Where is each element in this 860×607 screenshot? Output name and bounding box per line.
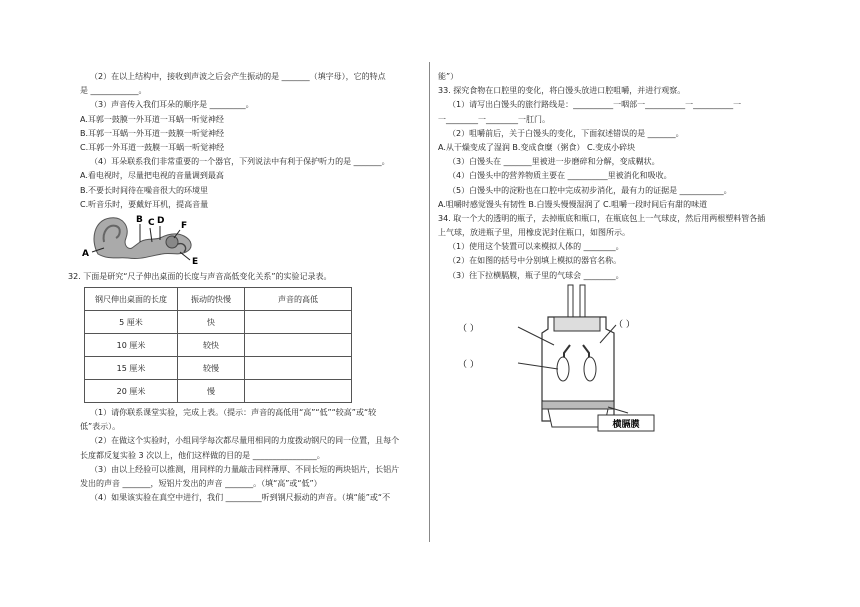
q32-1-line2: 低”表示）。 <box>80 422 121 432</box>
q31-4-option-a: A.看电视时，尽量把电视的音量调到最高 <box>80 171 224 181</box>
q33-5-question: （5）白馒头中的淀粉也在口腔中完成初步消化，最有力的证据是 ___________。 <box>448 185 732 195</box>
table-row <box>85 357 352 380</box>
diaphragm-label: 横膈膜 <box>612 419 640 430</box>
q32-3-line1: （3）由以上经验可以推测，用同样的力量敲击同样薄厚、不同长短的两块铝片，长铝片 <box>90 464 400 474</box>
q33-2-options: A.从干燥变成了湿润 B.变成食糜（粥食） C.变成小碎块 <box>438 142 636 152</box>
lung-model-illustration <box>438 283 778 483</box>
q32-2-line1: （2）在做这个实验时，小组同学每次都尽量用相同的力度拨动钢尺的同一位置，且每个 <box>90 436 400 446</box>
table-cell: 20 厘米 <box>85 380 178 403</box>
table-cell: 快 <box>178 311 245 334</box>
q33-4-question: （4）白馒头中的营养物质主要在 __________里被消化和吸收。 <box>448 171 672 181</box>
q34-2-question: （2）在如图的括号中分别填上模拟的器官名称。 <box>448 256 622 266</box>
table-header-row <box>85 288 352 311</box>
q31-2-line1: （2）在以上结构中，接收到声波之后会产生振动的是 _______（填字母），它的特点 <box>90 72 386 81</box>
q31-4-question: （4）耳朵联系我们非常重要的一个器官，下列说法中有利于保护听力的是 _______。 <box>90 157 390 167</box>
blank-paren-3[interactable]: （ ） <box>614 319 635 330</box>
table-cell-answer[interactable] <box>245 380 352 403</box>
ear-label-d: D <box>157 215 165 226</box>
experiment-table <box>84 287 352 403</box>
q34-intro-line1: 34. 取一个大的透明的瓶子，去掉瓶底和瓶口，在瓶底包上一气球皮，然后用两根塑料管各插 <box>438 213 766 223</box>
q34-intro-line2: 上气球，放进瓶子里，用橡皮泥封住瓶口，如图所示。 <box>438 228 630 238</box>
lung-model-diagram <box>438 283 778 483</box>
table-row <box>85 380 352 403</box>
q33-5-options: A.咀嚼时感觉馒头有韧性 B.白馒头慢慢湿润了 C.咀嚼一段时间后有甜的味道 <box>438 199 708 209</box>
q33-3-question: （3）白馒头在 _______里被进一步磨碎和分解，变成糊状。 <box>448 157 660 167</box>
table-header: 钢尺伸出桌面的长度 <box>85 288 178 311</box>
ear-label-a: A <box>82 248 89 259</box>
q31-3-option-b: B.耳郭一耳蜗一外耳道一鼓膜一听觉神经 <box>80 128 225 138</box>
blank-paren-2[interactable]: （ ） <box>458 359 479 370</box>
table-cell: 慢 <box>178 380 245 403</box>
table-cell: 5 厘米 <box>85 311 178 334</box>
q33-1-line1: （1）请写出白馒头的旅行路线是：__________一咽部一__________一__________一 <box>448 100 742 110</box>
table-cell-answer[interactable] <box>245 334 352 357</box>
table-cell-answer[interactable] <box>245 311 352 334</box>
q34-3-question: （3）往下拉横膈膜，瓶子里的气球会 ________。 <box>448 270 624 280</box>
ear-label-e: E <box>192 256 199 266</box>
table-cell: 较快 <box>178 334 245 357</box>
q32-4-line2: 能”） <box>438 72 459 81</box>
table-cell: 10 厘米 <box>85 334 178 357</box>
ear-illustration <box>80 212 220 266</box>
table-row <box>85 311 352 334</box>
table-cell: 15 厘米 <box>85 357 178 380</box>
q31-4-option-c: C.听音乐时，要戴好耳机，提高音量 <box>80 199 209 209</box>
q31-4-option-b: B.不要长时间待在噪音很大的环境里 <box>80 185 209 195</box>
q31-3-question: （3）声音传入我们耳朵的顺序是 _________。 <box>90 100 254 110</box>
q31-3-option-a: A.耳郭一鼓膜一外耳道一耳蜗一听觉神经 <box>80 114 224 124</box>
ear-label-c: C <box>148 217 155 228</box>
ear-diagram <box>80 212 420 266</box>
q31-3-option-c: C.耳郭一外耳道一鼓膜一耳蜗一听觉神经 <box>80 142 225 152</box>
q33-intro: 33. 探究食物在口腔里的变化，将白馒头放进口腔咀嚼，并进行观察。 <box>438 86 686 96</box>
q31-2-line2: 是 ____________。 <box>80 86 147 96</box>
table-header: 声音的高低 <box>245 288 352 311</box>
q33-2-question: （2）咀嚼前后，关于白馒头的变化，下面叙述错误的是 _______。 <box>448 128 684 138</box>
ear-label-b: B <box>136 214 143 225</box>
table-row <box>85 334 352 357</box>
q32-intro: 32. 下面是研究“尺子伸出桌面的长度与声音高低变化关系”的实验记录表。 <box>68 271 332 281</box>
blank-paren-1[interactable]: （ ） <box>458 323 479 334</box>
q33-1-line2: 一________一________一肛门。 <box>438 114 550 124</box>
column-divider <box>429 62 430 542</box>
table-cell-answer[interactable] <box>245 357 352 380</box>
q32-1-line1: （1）请你联系课堂实验，完成上表。（提示：声音的高低用“高”“低”“较高”或“较 <box>90 408 377 418</box>
ear-label-f: F <box>181 220 188 231</box>
table-cell: 较慢 <box>178 357 245 380</box>
q32-4-line1: （4）如果该实验在真空中进行，我们 _________听到钢尺振动的声音。（填“能”或“不 <box>90 493 391 503</box>
left-column <box>68 70 420 505</box>
right-column <box>438 70 778 483</box>
q34-1-question: （1）使用这个装置可以来模拟人体的 ________。 <box>448 242 624 252</box>
q32-2-line2: 长度都反复实验 3 次以上，他们这样做的目的是 ________________。 <box>80 450 325 460</box>
table-header: 振动的快慢 <box>178 288 245 311</box>
q32-3-line2: 发出的声音 _______，短铝片发出的声音 _______。（填“高”或“低”） <box>80 479 322 488</box>
